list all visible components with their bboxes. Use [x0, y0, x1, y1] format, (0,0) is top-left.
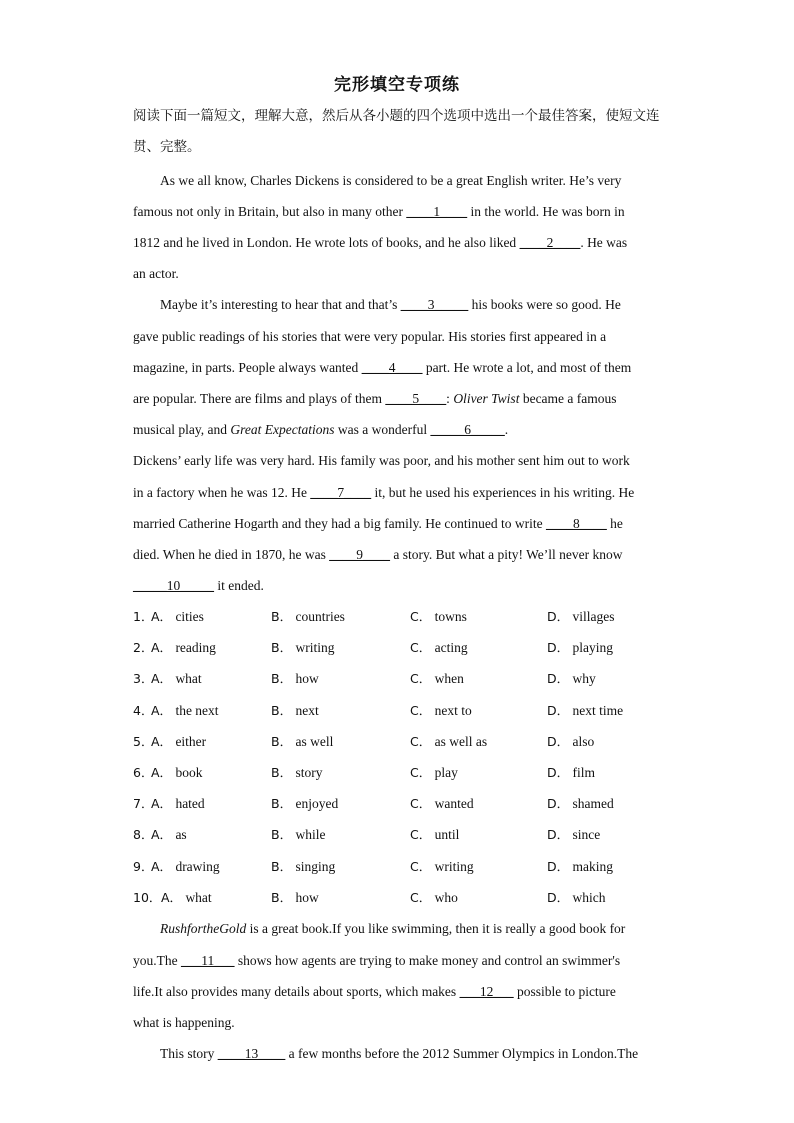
option-letter: A．: [151, 609, 173, 624]
option-text: since: [572, 827, 601, 842]
option-text: either: [175, 734, 207, 749]
option-letter: D．: [547, 890, 570, 905]
blank-13[interactable]: ____13____: [217, 1046, 286, 1061]
passage-line: gave public readings of his stories that were very popular. His stories first appeared in a: [133, 329, 607, 344]
option-text: why: [572, 671, 596, 686]
option-c[interactable]: [410, 826, 459, 844]
passage-line: musical play, and Great Expectations was a wonderful _____6_____.: [133, 422, 509, 437]
option-d[interactable]: [547, 858, 613, 876]
option-text: reading: [175, 640, 216, 655]
option-letter: D．: [547, 765, 570, 780]
option-text: drawing: [175, 859, 220, 874]
option-text: what: [175, 671, 202, 686]
option-c[interactable]: [410, 889, 458, 907]
option-letter: C．: [410, 734, 432, 749]
passage-line: life.It also provides many details about sports, which makes ___12___ possible to picture: [133, 984, 616, 999]
option-a[interactable]: [161, 889, 212, 907]
option-c[interactable]: [410, 764, 458, 782]
option-letter: B．: [271, 859, 293, 874]
blank-8[interactable]: ____8____: [546, 516, 607, 531]
option-text: when: [434, 671, 464, 686]
question-number: 1．: [133, 609, 154, 624]
option-d[interactable]: [547, 764, 595, 782]
option-a[interactable]: [151, 826, 187, 844]
option-letter: A．: [161, 890, 183, 905]
option-a[interactable]: [151, 764, 202, 782]
option-text: wanted: [434, 796, 474, 811]
option-text: playing: [572, 640, 614, 655]
option-text: countries: [295, 609, 345, 624]
blank-3[interactable]: ____3_____: [400, 297, 469, 312]
option-b[interactable]: [271, 608, 345, 626]
passage-line: Maybe it’s interesting to hear that and that’s ____3_____ his books were so good. He: [160, 297, 621, 312]
option-d[interactable]: [547, 670, 596, 688]
option-text: villages: [572, 609, 615, 624]
option-letter: D．: [547, 734, 570, 749]
option-text: writing: [295, 640, 335, 655]
option-letter: A．: [151, 703, 173, 718]
option-letter: D．: [547, 609, 570, 624]
option-letter: A．: [151, 827, 173, 842]
option-c[interactable]: [410, 670, 464, 688]
option-text: what: [185, 890, 212, 905]
option-text: until: [434, 827, 460, 842]
question-number: 3．: [133, 671, 154, 686]
option-a[interactable]: [151, 639, 216, 657]
option-text: book: [175, 765, 203, 780]
blank-5[interactable]: ____5____: [385, 391, 447, 406]
question-number: 5．: [133, 734, 154, 749]
passage-line: RushfortheGold is a great book.If you like swimming, then it is really a good book for: [160, 921, 626, 936]
option-a[interactable]: [151, 670, 202, 688]
option-text: who: [434, 890, 458, 905]
question-number: 4．: [133, 703, 154, 718]
option-text: next time: [572, 703, 624, 718]
option-text: while: [295, 827, 326, 842]
passage-line: 1812 and he lived in London. He wrote lots of books, and he also liked ____2____. He was: [133, 235, 628, 250]
option-letter: D．: [547, 703, 570, 718]
book-title: Oliver Twist: [453, 391, 520, 406]
option-text: hated: [175, 796, 205, 811]
option-d[interactable]: [547, 639, 613, 657]
option-b[interactable]: [271, 764, 322, 782]
option-letter: C．: [410, 796, 432, 811]
option-d[interactable]: [547, 702, 623, 720]
passage-line: married Catherine Hogarth and they had a big family. He continued to write ____8____ he: [133, 516, 623, 531]
option-a[interactable]: [151, 858, 220, 876]
passage-line: Dickens’ early life was very hard. His family was poor, and his mother sent him out to work: [133, 453, 630, 468]
passage-line: in a factory when he was 12. He ____7____ it, but he used his experiences in his writing. He: [133, 485, 635, 500]
blank-9[interactable]: ____9____: [329, 547, 390, 562]
option-letter: A．: [151, 734, 173, 749]
option-letter: B．: [271, 765, 293, 780]
blank-11[interactable]: ___11___: [181, 953, 235, 968]
option-text: singing: [295, 859, 336, 874]
option-letter: A．: [151, 859, 173, 874]
option-letter: A．: [151, 640, 173, 655]
passage-line: magazine, in parts. People always wanted ____4____ part. He wrote a lot, and most of them: [133, 360, 632, 375]
option-text: shamed: [572, 796, 614, 811]
option-letter: C．: [410, 671, 432, 686]
option-c[interactable]: [410, 733, 487, 751]
option-d[interactable]: [547, 608, 615, 626]
option-letter: C．: [410, 890, 432, 905]
blank-4[interactable]: ____4____: [361, 360, 423, 375]
passage-line: _____10_____ it ended.: [133, 578, 264, 593]
blank-12[interactable]: ___12___: [459, 984, 514, 999]
option-b[interactable]: [271, 670, 319, 688]
option-text: as well: [295, 734, 334, 749]
book-title: RushfortheGold: [160, 921, 247, 936]
option-letter: B．: [271, 734, 293, 749]
option-letter: D．: [547, 796, 570, 811]
option-text: also: [572, 734, 595, 749]
option-d[interactable]: [547, 889, 606, 907]
option-letter: A．: [151, 796, 173, 811]
blank-7[interactable]: ____7____: [310, 485, 372, 500]
option-text: acting: [434, 640, 468, 655]
option-letter: B．: [271, 890, 293, 905]
question-number: 10．: [133, 890, 162, 905]
passage-line: an actor.: [133, 266, 179, 281]
option-letter: D．: [547, 827, 570, 842]
book-title: Great Expectations: [230, 422, 335, 437]
option-text: play: [434, 765, 458, 780]
option-text: next: [295, 703, 319, 718]
option-letter: B．: [271, 703, 293, 718]
instructions: 阅读下面一篇短文，理解大意，然后从各小题的四个选项中选出一个最佳答案，使短文连贯、完整。: [133, 108, 660, 155]
passage-line: are popular. There are films and plays of them ____5____: Oliver Twist became a famous: [133, 391, 617, 406]
option-letter: C．: [410, 703, 432, 718]
option-letter: C．: [410, 859, 432, 874]
option-letter: B．: [271, 827, 293, 842]
option-text: how: [295, 671, 319, 686]
option-c[interactable]: [410, 608, 467, 626]
option-text: story: [295, 765, 323, 780]
option-c[interactable]: [410, 858, 474, 876]
option-text: enjoyed: [295, 796, 339, 811]
question-number: 6．: [133, 765, 154, 780]
passage-line: died. When he died in 1870, he was ____9____ a story. But what a pity! We’ll never know: [133, 547, 623, 562]
option-text: film: [572, 765, 596, 780]
option-letter: B．: [271, 609, 293, 624]
option-b[interactable]: [271, 889, 319, 907]
option-d[interactable]: [547, 733, 594, 751]
option-b[interactable]: [271, 733, 333, 751]
option-letter: C．: [410, 765, 432, 780]
question-number: 8．: [133, 827, 154, 842]
page-title: 完形填空专项练: [334, 75, 460, 95]
blank-2[interactable]: ____2____: [519, 235, 581, 250]
option-text: writing: [434, 859, 474, 874]
option-text: cities: [175, 609, 204, 624]
option-a[interactable]: [151, 702, 219, 720]
blank-6[interactable]: _____6_____: [430, 422, 505, 437]
option-text: how: [295, 890, 319, 905]
option-letter: D．: [547, 671, 570, 686]
option-letter: C．: [410, 609, 432, 624]
option-b[interactable]: [271, 639, 334, 657]
blank-10[interactable]: _____10_____: [133, 578, 214, 593]
option-b[interactable]: [271, 795, 338, 813]
option-a[interactable]: [151, 795, 205, 813]
option-b[interactable]: [271, 858, 335, 876]
option-text: as well as: [434, 734, 488, 749]
option-b[interactable]: [271, 826, 325, 844]
option-letter: A．: [151, 671, 173, 686]
option-c[interactable]: [410, 795, 474, 813]
option-letter: D．: [547, 859, 570, 874]
question-number: 7．: [133, 796, 154, 811]
option-text: next to: [434, 703, 472, 718]
option-c[interactable]: [410, 639, 468, 657]
passage-line: you.The ___11___ shows how agents are trying to make money and control an swimmer's: [133, 953, 621, 968]
option-letter: B．: [271, 640, 293, 655]
option-text: as: [175, 827, 187, 842]
passage-line: what is happening.: [133, 1015, 235, 1030]
option-b[interactable]: [271, 702, 319, 720]
passage-line: famous not only in Britain, but also in many other ____1____ in the world. He was born in: [133, 204, 625, 219]
option-letter: B．: [271, 671, 293, 686]
option-letter: B．: [271, 796, 293, 811]
passage-line: This story ____13____ a few months before the 2012 Summer Olympics in London.The: [160, 1046, 639, 1061]
option-d[interactable]: [547, 826, 600, 844]
option-d[interactable]: [547, 795, 614, 813]
option-text: towns: [434, 609, 467, 624]
option-letter: C．: [410, 640, 432, 655]
option-a[interactable]: [151, 733, 206, 751]
option-letter: C．: [410, 827, 432, 842]
option-c[interactable]: [410, 702, 472, 720]
option-letter: A．: [151, 765, 173, 780]
question-number: 9．: [133, 859, 154, 874]
passage-line: As we all know, Charles Dickens is considered to be a great English writer. He’s very: [160, 173, 622, 188]
option-a[interactable]: [151, 608, 204, 626]
option-text: the next: [175, 703, 219, 718]
question-number: 2．: [133, 640, 154, 655]
blank-1[interactable]: ____1____: [406, 204, 468, 219]
option-text: making: [572, 859, 614, 874]
option-letter: D．: [547, 640, 570, 655]
option-text: which: [572, 890, 606, 905]
